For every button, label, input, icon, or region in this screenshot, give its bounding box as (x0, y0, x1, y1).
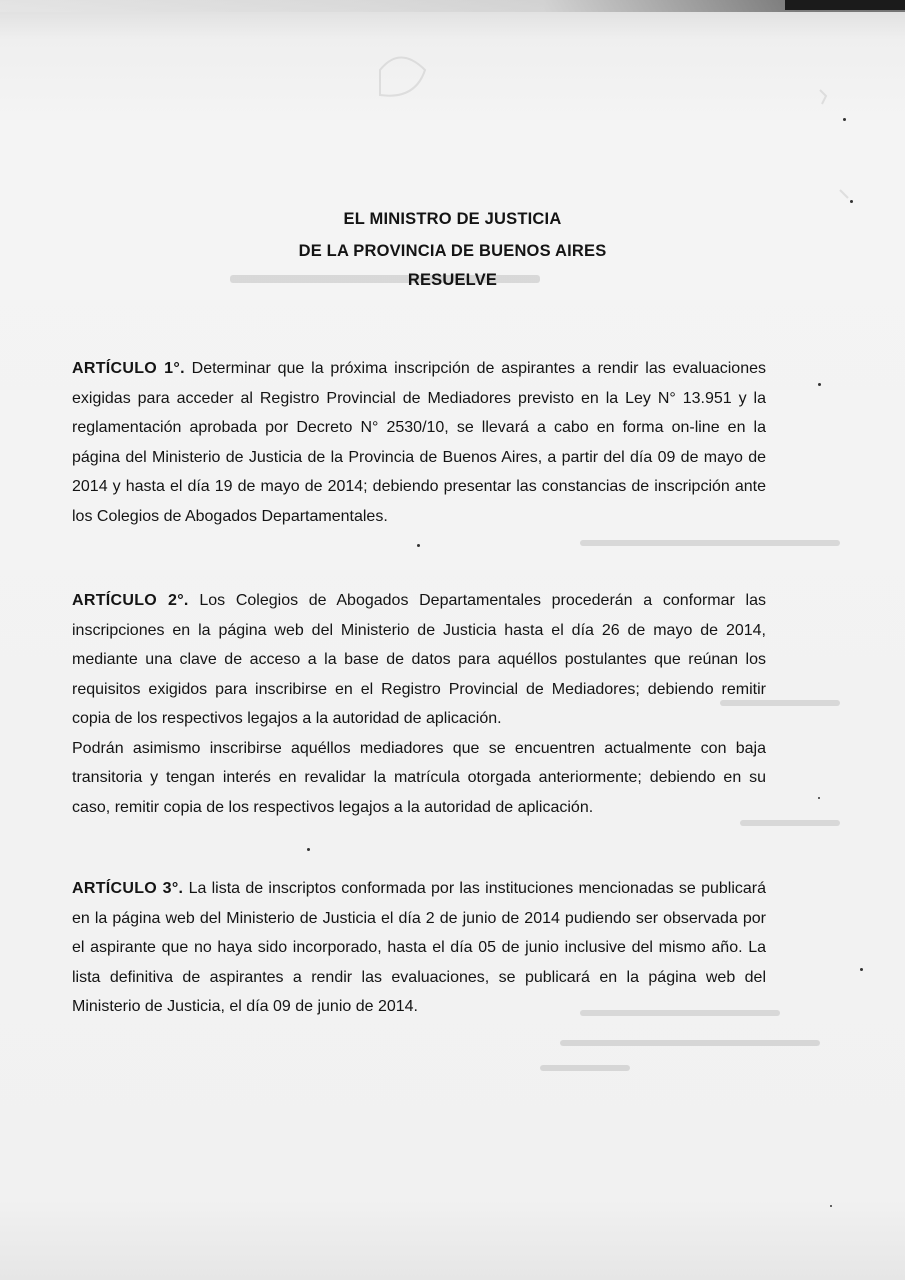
scan-speck (417, 544, 420, 547)
scan-speck (818, 383, 821, 386)
article-2-paragraph (72, 586, 766, 734)
article-3-text: La lista de inscriptos conformada por las instituciones mencionadas se publicará en la página web del Ministerio de Justicia el día 2 de junio de 2014 pudiendo ser observada por el aspirante que no haya sido incorporado, hasta el día 05 de junio inclusive del mismo año. La lista definitiva de aspirantes a rendir las evaluaciones, se publicará en la página web del Ministerio de Justicia, el día 09 de junio de 2014. (72, 880, 766, 1015)
article-1-paragraph (72, 354, 766, 531)
article-1-title: ARTÍCULO 1°. (72, 360, 185, 377)
scan-speck (307, 848, 310, 851)
article-1 (72, 354, 766, 531)
article-1-text: Determinar que la próxima inscripción de aspirantes a rendir las evaluaciones exigidas para acceder al Registro Provincial de Mediadores previsto en la Ley N° 13.951 y la reglamentación aprobada por Decreto N° 2530/10, se llevará a cabo en forma on-line en la página del Ministerio de Justicia de la Provincia de Buenos Aires, a partir del día 09 de mayo de 2014 y hasta el día 19 de mayo de 2014; debiendo presentar las constancias de inscripción ante los Colegios de Abogados Departamentales. (72, 360, 766, 525)
scan-speck (850, 200, 853, 203)
article-2-paragraph-2: Podrán asimismo inscribirse aquéllos mediadores que se encuentren actualmente con baja transitoria y tengan interés en revalidar la matrícula otorgada anteriormente; debiendo en su caso, remitir copia de los respectivos legajos a la autoridad de aplicación. (72, 739, 766, 816)
scan-speck (843, 118, 846, 121)
article-2 (72, 586, 766, 822)
header-line-2: DE LA PROVINCIA DE BUENOS AIRES (298, 242, 607, 260)
scan-speck (818, 797, 820, 799)
header-line-3: RESUELVE (407, 271, 498, 289)
article-3-paragraph (72, 874, 766, 1022)
header-line-1: EL MINISTRO DE JUSTICIA (343, 210, 562, 228)
article-3-title: ARTÍCULO 3°. (72, 880, 184, 897)
article-2-title: ARTÍCULO 2°. (72, 592, 189, 609)
scan-speck (830, 1205, 832, 1207)
article-3 (72, 874, 766, 1022)
scan-speck (860, 968, 863, 971)
article-2-text: Los Colegios de Abogados Departamentales procederán a conformar las inscripciones en la página web del Ministerio de Justicia hasta el día 26 de mayo de 2014, mediante una clave de acceso a la base de datos para aquéllos postulantes que reúnan los requisitos exigidos para inscribirse en el Registro Provincial de Mediadores; debiendo remitir copia de los respectivos legajos a la autoridad de aplicación. (72, 592, 766, 727)
